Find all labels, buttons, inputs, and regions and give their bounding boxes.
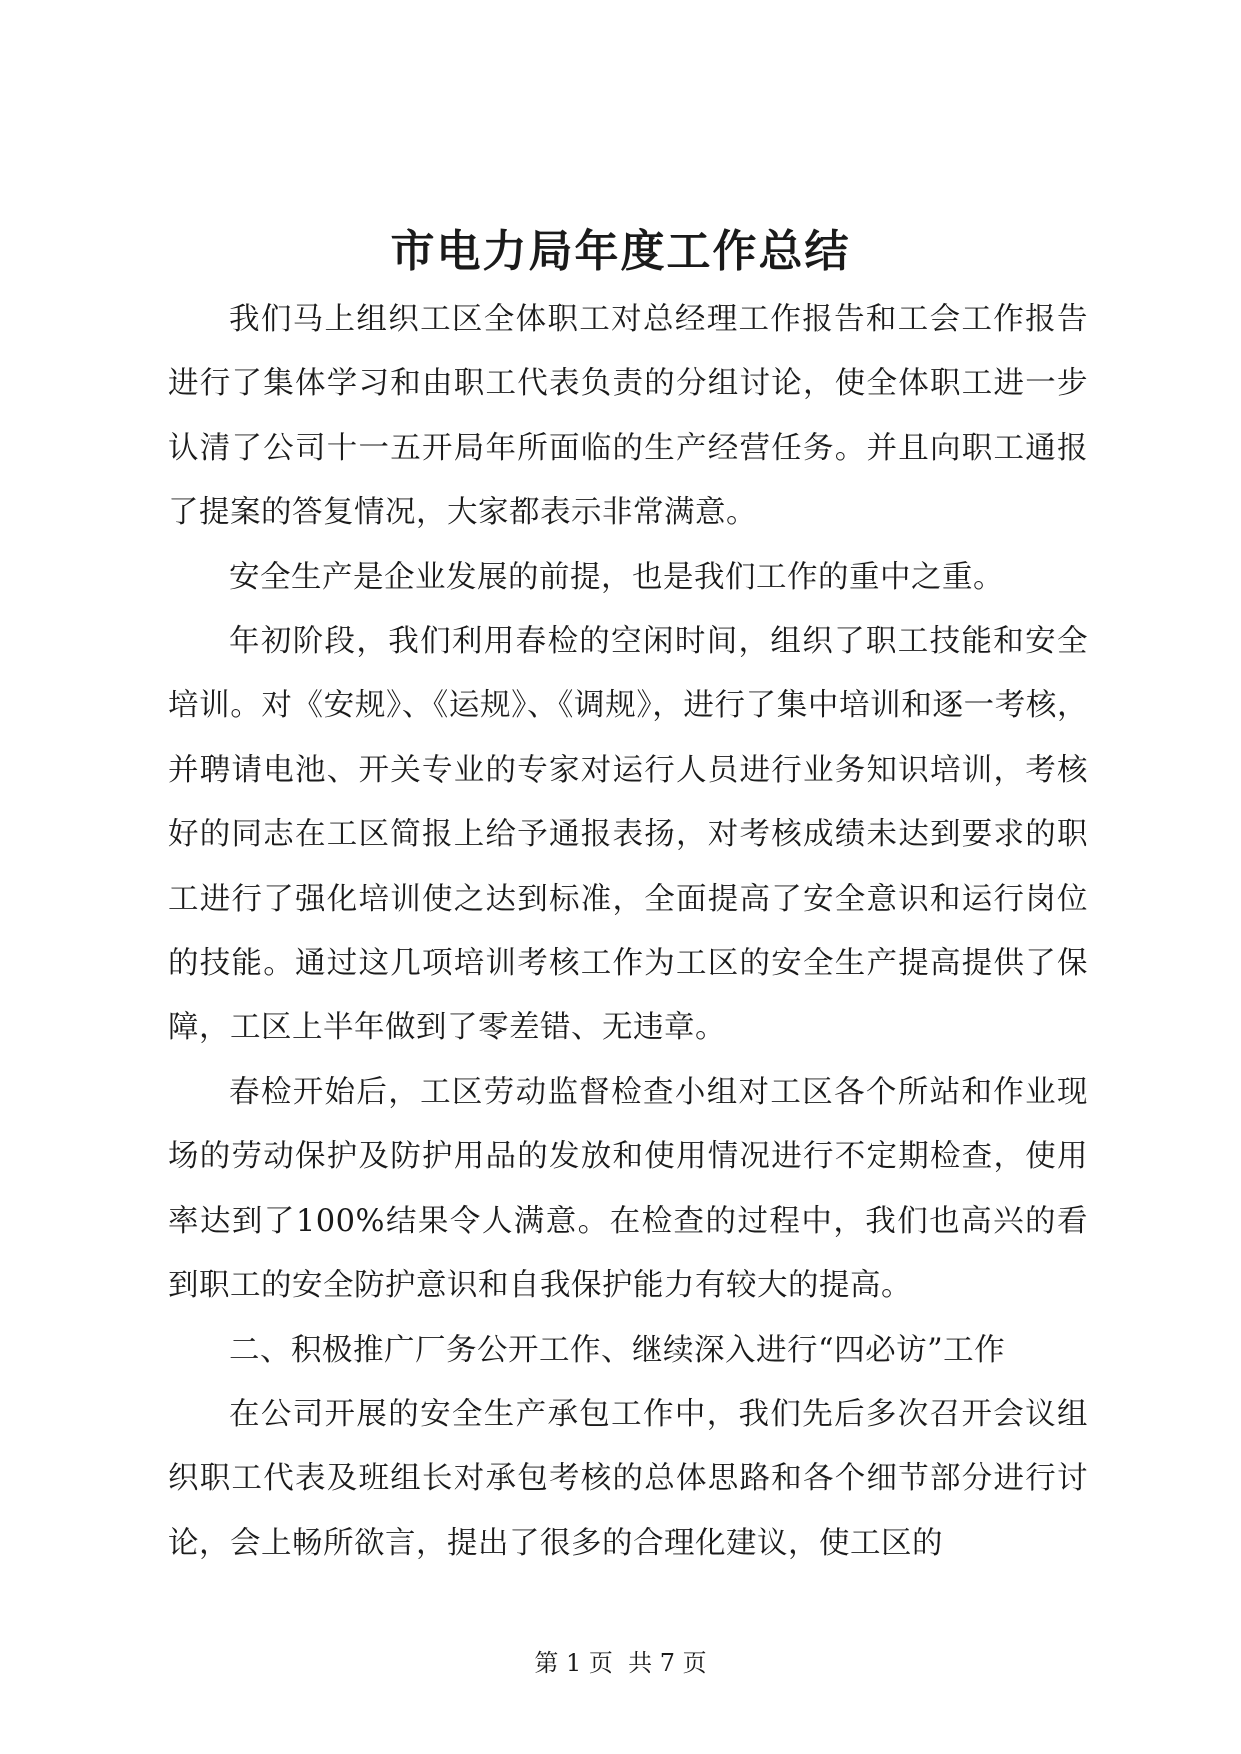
paragraph: 在公司开展的安全生产承包工作中，我们先后多次召开会议组织职工代表及班组长对承包考核的总体思路和各个细节部分进行讨论，会上畅所欲言，提出了很多的合理化建议，使工区的 (168, 1396, 1088, 1561)
paragraph: 年初阶段，我们利用春检的空闲时间，组织了职工技能和安全培训。对《安规》、《运规》、《调规》，进行了集中培训和逐一考核，并聘请电池、开关专业的专家对运行人员进行业务知识培训，考核好的同志在工区简报上给予通报表扬，对考核成绩未达到要求的职工进行了强化培训使之达到标准，全面提高了安全意识和运行岗位的技能。通过这几项培训考核工作为工区的安全生产提高提供了保障，工区上半年做到了零差错、无违章。 (168, 624, 1088, 1046)
page-total: 共 7 页 (628, 1649, 707, 1677)
paragraph: 春检开始后，工区劳动监督检查小组对工区各个所站和作业现场的劳动保护及防护用品的发放和使用情况进行不定期检查，使用率达到了100%结果令人满意。在检查的过程中，我们也高兴的看到职工的安全防护意识和自我保护能力有较大的提高。 (168, 1074, 1088, 1304)
document-title: 市电力局年度工作总结 (390, 226, 851, 277)
section-heading: 二、积极推广厂务公开工作、继续深入进行“四必访”工作 (229, 1332, 1006, 1368)
paragraph: 我们马上组织工区全体职工对总经理工作报告和工会工作报告进行了集体学习和由职工代表负责的分组讨论，使全体职工进一步认清了公司十一五开局年所面临的生产经营任务。并且向职工通报了提案的答复情况，大家都表示非常满意。 (168, 302, 1088, 531)
page-number: 第 1 页 (534, 1649, 613, 1677)
page-footer (0, 1648, 1241, 1678)
paragraph: 安全生产是企业发展的前提，也是我们工作的重中之重。 (229, 559, 1004, 595)
document-body (168, 288, 1088, 1576)
